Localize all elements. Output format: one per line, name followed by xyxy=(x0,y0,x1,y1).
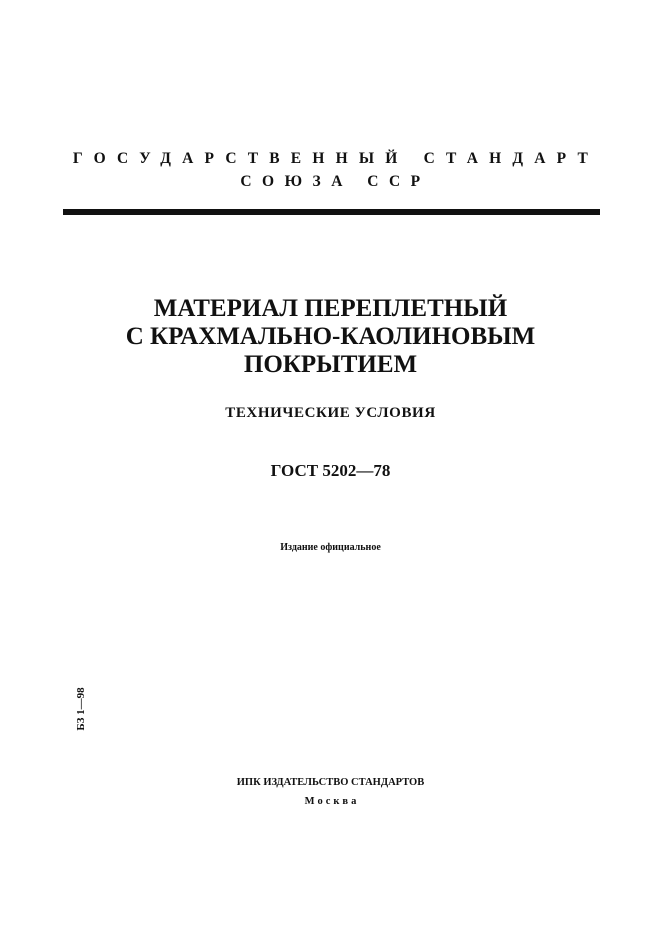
document-subtitle: ТЕХНИЧЕСКИЕ УСЛОВИЯ xyxy=(225,405,436,421)
publisher-city: Москва xyxy=(304,796,360,807)
header-divider xyxy=(63,209,600,215)
document-title-line-3: ПОКРЫТИЕМ xyxy=(243,351,418,378)
side-code: БЗ 1—98 xyxy=(75,687,87,731)
publisher-name: ИПК ИЗДАТЕЛЬСТВО СТАНДАРТОВ xyxy=(236,777,425,788)
standard-number: ГОСТ 5202—78 xyxy=(270,461,391,480)
header-line-2: СОЮЗА ССР xyxy=(240,173,431,190)
edition-note: Издание официальное xyxy=(280,542,381,553)
header-line-1: ГОСУДАРСТВЕННЫЙ СТАНДАРТ xyxy=(72,150,600,167)
document-title-line-2: С КРАХМАЛЬНО-КАОЛИНОВЫМ xyxy=(125,323,536,350)
document-title-line-1: МАТЕРИАЛ ПЕРЕПЛЕТНЫЙ xyxy=(153,295,508,322)
